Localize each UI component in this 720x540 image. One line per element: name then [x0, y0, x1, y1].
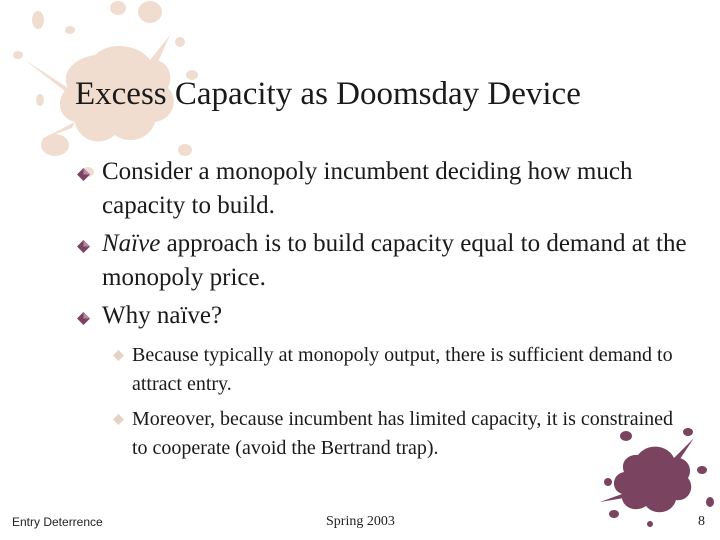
slide-number: 8	[698, 514, 705, 529]
sub-bullet-text: Moreover, because incumbent has limited capacity, it is constrained to cooperate (avoid the Bertrand trap).	[132, 408, 674, 459]
sub-bullet-item	[113, 341, 693, 399]
bullet-text: Why naïve?	[102, 302, 223, 329]
sub-bullet-item	[113, 405, 693, 463]
bullet-text: Consider a monopoly incumbent deciding how much capacity to build.	[102, 158, 633, 219]
footer-date: Spring 2003	[326, 514, 395, 529]
bullet-text: approach is to build capacity equal to demand at the monopoly price.	[102, 230, 687, 291]
sub-bullet-text: Because typically at monopoly output, there is sufficient demand to attract entry.	[132, 344, 673, 395]
bullet-item	[75, 155, 695, 223]
sub-bullet-list	[113, 341, 693, 463]
bullet-emphasis: Naïve	[102, 230, 161, 257]
diamond-bullet-icon	[113, 350, 124, 361]
diamond-bullet-icon	[77, 312, 90, 325]
slide-title: Excess Capacity as Doomsday Device	[75, 76, 581, 112]
bullet-list	[75, 155, 695, 469]
diamond-bullet-icon	[77, 168, 90, 181]
diamond-bullet-icon	[77, 240, 90, 253]
footer-left-text: Entry Deterrence	[12, 515, 103, 529]
bullet-item	[75, 227, 695, 295]
bullet-item	[75, 299, 695, 333]
diamond-bullet-icon	[113, 414, 124, 425]
